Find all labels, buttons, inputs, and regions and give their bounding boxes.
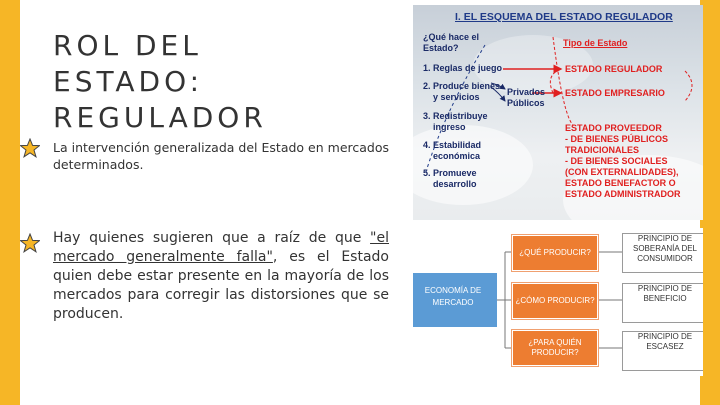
- item-promueve-1: 5. Promueve: [423, 168, 477, 178]
- question-como-producir-label: ¿CÓMO PRODUCIR?: [515, 296, 595, 305]
- economia-de-mercado-box: [413, 273, 497, 327]
- bullet-text-1: La intervención generalizada del Estado en mercados determinados.: [53, 140, 389, 172]
- bullet-text-2: [53, 229, 389, 324]
- tipo-de-estado-header: Tipo de Estado: [563, 38, 628, 48]
- esquema-question-line-2: Estado?: [423, 43, 459, 53]
- esquema-question-line-1: ¿Qué hace el: [423, 32, 480, 42]
- star-bullet-icon: [20, 233, 40, 253]
- question-que-producir: [512, 235, 598, 271]
- principio-beneficio-label: PRINCIPIO DE BENEFICIO: [637, 284, 693, 303]
- item-estabilidad-1: 4. Estabilidad: [423, 140, 482, 150]
- slide-title: ROL DEL ESTADO: REGULADOR: [53, 29, 267, 134]
- tipo-regulador: ESTADO REGULADOR: [565, 64, 663, 74]
- item-redistribuye-2: ingreso: [423, 122, 466, 132]
- question-para-quien-label: ¿PARA QUIÉN PRODUCIR?: [528, 338, 582, 357]
- esquema-estado-regulador-image: [413, 5, 703, 220]
- tipo-proveedor-1: ESTADO PROVEEDOR: [565, 123, 662, 133]
- item-produce-2: y servicios: [423, 92, 480, 102]
- label-publicos: Públicos: [507, 98, 545, 108]
- principio-beneficio: [622, 283, 703, 323]
- bullet-text-2-start: Hay quienes sugieren que a raíz de que: [53, 230, 371, 246]
- left-accent-bar: [0, 0, 20, 405]
- question-para-quien: [512, 330, 598, 366]
- tipo-proveedor-3: TRADICIONALES: [565, 145, 639, 155]
- item-estabilidad-2: económica: [423, 151, 481, 161]
- principio-escasez-label: PRINCIPIO DE ESCASEZ: [637, 332, 693, 351]
- item-reglas: 1. Reglas de juego: [423, 63, 503, 73]
- bullet-text-2-end: , es el Estado quien debe estar presente en la mayoría de los mercados para corregir las distorsiones que se producen.: [53, 249, 389, 322]
- item-promueve-2: desarrollo: [423, 179, 477, 189]
- item-redistribuye-1: 3. Redistribuye: [423, 111, 488, 121]
- right-accent-bar: [700, 0, 720, 405]
- economia-de-mercado-label: ECONOMÍA DE MERCADO: [424, 286, 482, 307]
- star-bullet-icon: [20, 138, 40, 158]
- tipo-proveedor-6: ESTADO BENEFACTOR O: [565, 178, 676, 188]
- tipo-proveedor-5: (CON EXTERNALIDADES),: [565, 167, 679, 177]
- label-privados: Privados: [507, 87, 546, 97]
- question-que-producir-label: ¿QUÉ PRODUCIR?: [519, 248, 591, 257]
- tipo-proveedor-2: - DE BIENES PÚBLICOS: [565, 134, 669, 144]
- principio-soberania-label: PRINCIPIO DE SOBERANÍA DEL CONSUMIDOR: [632, 234, 698, 263]
- economia-de-mercado-diagram: [413, 228, 703, 376]
- principio-soberania: [622, 233, 703, 273]
- question-como-producir: [512, 283, 598, 319]
- tipo-empresario: ESTADO EMPRESARIO: [565, 88, 665, 98]
- tipo-proveedor-7: ESTADO ADMINISTRADOR: [565, 189, 681, 199]
- quote-el-mercado-falla: "el mercado generalmente falla": [53, 230, 389, 265]
- principio-escasez: [622, 331, 703, 371]
- tipo-proveedor-4: - DE BIENES SOCIALES: [565, 156, 668, 166]
- item-produce-1: 2. Produce bienes: [423, 81, 501, 91]
- esquema-heading: I. EL ESQUEMA DEL ESTADO REGULADOR: [455, 11, 673, 23]
